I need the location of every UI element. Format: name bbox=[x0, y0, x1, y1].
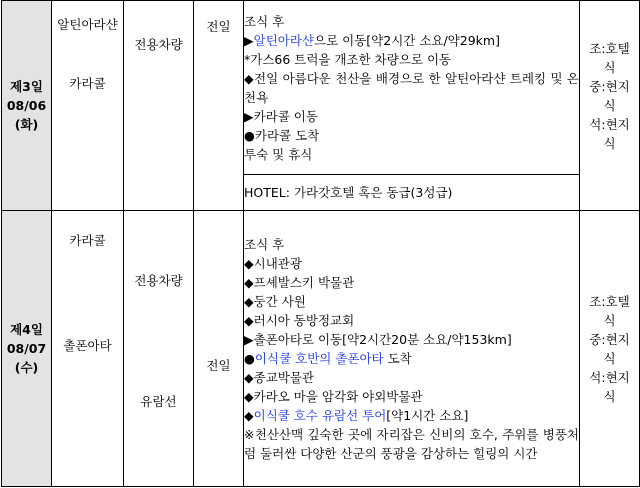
day4-sched-line-5: ◆러시아 동방정교회 bbox=[244, 312, 355, 328]
day3-meal-breakfast: 조:호텔식 bbox=[589, 41, 630, 75]
day3-hotel: HOTEL: 가라갓호텔 혹은 동급(3성급) bbox=[244, 175, 580, 211]
day4-sched-line-11: ※천산산맥 깊숙한 곳에 자리잡은 신비의 호수, 주위를 병풍처럼 둘러싼 다양한 산군의 풍광을 감상하는 힐링의 시간 bbox=[244, 426, 579, 461]
day3-weekday: (화) bbox=[14, 117, 39, 132]
itinerary-table bbox=[1, 0, 640, 487]
day3-sched-line-7: 투숙 및 휴식 bbox=[244, 146, 313, 162]
diamond-icon: ◆ bbox=[244, 407, 254, 423]
day4-meal-time: 전일 bbox=[206, 358, 231, 373]
day3-sched-line-5: ▶카라콜 이동 bbox=[244, 108, 318, 124]
day4-sched-line-4: ◆둥간 사원 bbox=[244, 293, 306, 309]
day3-meals-cell bbox=[580, 1, 640, 211]
day4-meal-lunch: 중:현지식 bbox=[589, 331, 630, 366]
day3-meal-time-cell bbox=[194, 1, 244, 211]
day3-date: 08/06 bbox=[6, 98, 47, 113]
day4-place-2: 촐폰아타 bbox=[63, 338, 112, 353]
day3-sched-line-3: *가스66 트럭을 개조한 차량으로 이동 bbox=[244, 51, 452, 67]
day4-meal-dinner: 석:현지식 bbox=[589, 369, 630, 404]
day4-meal-time-cell bbox=[194, 211, 244, 487]
day3-sched-line-2 bbox=[244, 31, 579, 50]
day4-transport-2: 유람선 bbox=[140, 394, 177, 409]
day4-sched-line-6: ▶촐폰아타로 이동[약2시간20분 소요/약153km] bbox=[244, 331, 512, 347]
day3-day-label: 제3일 bbox=[10, 79, 43, 94]
day4-meals-cell bbox=[580, 211, 640, 487]
day3-sched-line-4: ◆전일 아름다운 천산을 배경으로 한 알틴아라샨 트레킹 및 온천욕 bbox=[244, 70, 579, 105]
day3-meal-dinner: 석:현지식 bbox=[589, 117, 630, 151]
day4-sched-line-1: 조식 후 bbox=[244, 236, 285, 252]
day3-sched-line-2-rest: 으로 이동[약2시간 소요/약29km] bbox=[314, 32, 500, 48]
day4-transport-cell bbox=[124, 211, 194, 487]
day3-place-1: 알틴아라샨 bbox=[57, 17, 118, 32]
day3-transport-cell bbox=[124, 1, 194, 211]
day4-sched-line-7-rest: 도착 bbox=[383, 350, 412, 366]
day4-day-label: 제4일 bbox=[10, 322, 43, 337]
day4-sched-line-3: ◆프셰발스키 박물관 bbox=[244, 274, 355, 290]
day3-highlight-altyn: 알틴아라샨 bbox=[253, 32, 315, 48]
day4-sched-line-9: ◆카라오 마을 암각화 야외박물관 bbox=[244, 388, 423, 404]
day4-weekday: (수) bbox=[14, 360, 39, 375]
day3-places-cell bbox=[52, 1, 124, 211]
bullet-icon: ● bbox=[244, 350, 255, 366]
day4-sched-line-10 bbox=[244, 406, 579, 425]
day4-label-cell bbox=[2, 211, 52, 487]
arrow-icon: ▶ bbox=[244, 32, 254, 48]
day3-sched-line-1: 조식 후 bbox=[244, 13, 285, 29]
day3-schedule-cell bbox=[244, 1, 580, 175]
day4-sched-line-8: ◆종교박물관 bbox=[244, 369, 314, 385]
day4-highlight-cruise: 이식쿨 호수 유람선 투어 bbox=[253, 407, 387, 423]
day4-sched-line-10-rest: [약1시간 소요] bbox=[386, 407, 469, 423]
day4-meal-breakfast: 조:호텔식 bbox=[589, 293, 630, 328]
day3-place-2: 카라콜 bbox=[69, 76, 106, 91]
day4-schedule-cell bbox=[244, 211, 580, 487]
day3-transport-1: 전용차량 bbox=[134, 37, 183, 52]
day3-meal-time: 전일 bbox=[206, 19, 231, 34]
day4-sched-line-7 bbox=[244, 349, 579, 368]
day3-row bbox=[2, 1, 640, 175]
day4-date: 08/07 bbox=[6, 341, 47, 356]
day4-transport-1: 전용차량 bbox=[134, 273, 183, 288]
day3-meal-lunch: 중:현지식 bbox=[589, 79, 630, 113]
day4-sched-line-2: ◆시내관광 bbox=[244, 255, 302, 271]
day4-places-cell bbox=[52, 211, 124, 487]
day4-place-1: 카라콜 bbox=[69, 233, 106, 248]
day4-row bbox=[2, 211, 640, 487]
day3-label-cell bbox=[2, 1, 52, 211]
day3-sched-line-6: ●카라콜 도착 bbox=[244, 127, 320, 143]
day4-highlight-cholpon: 이식쿨 호반의 촐폰아타 bbox=[254, 350, 384, 366]
